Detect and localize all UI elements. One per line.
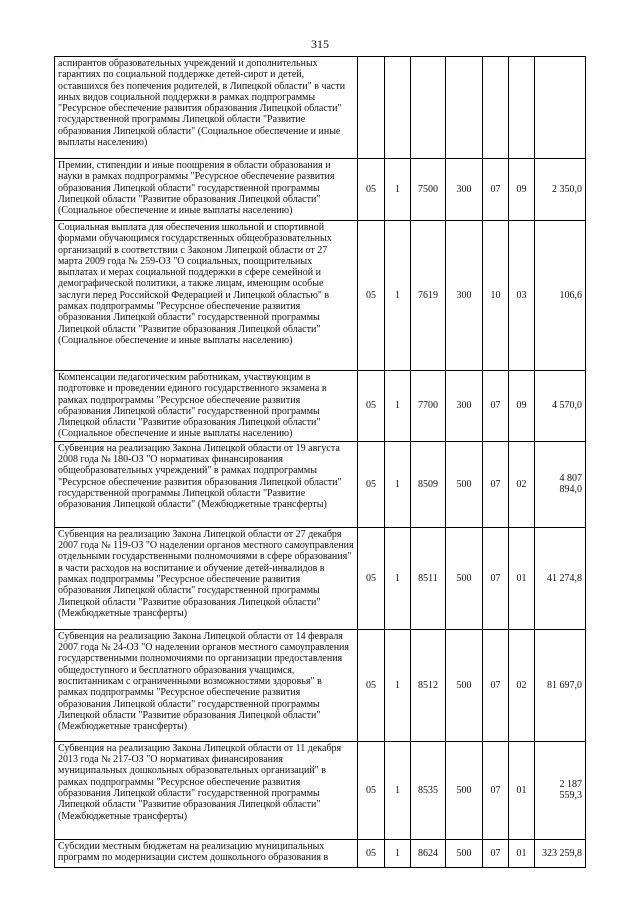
row-code-direction: 8624 [411, 839, 446, 867]
row-amount: 4 807 894,0 [535, 441, 586, 527]
row-code-expense-type: 500 [446, 527, 483, 629]
row-code-direction: 8512 [411, 629, 446, 741]
row-code-subsection: 09 [509, 371, 535, 442]
row-code-subsection: 03 [509, 221, 535, 371]
row-code-program: 1 [385, 371, 411, 442]
row-description: аспирантов образовательных учреждений и дополнительных гарантиях по социальной поддержке детей-сирот и детей, оставшихся без попечения родителей, в Липецкой области" в части иных видов социальной поддержки в рамках подпрограммы "Ресурсное обеспечение развития образования Липецкой области" государственной программы Липецкой области "Развитие образования Липецкой области" (Социальное обеспечение и иные выплаты населению) [55, 57, 358, 159]
row-code-direction: 7619 [411, 221, 446, 371]
row-amount: 2 350,0 [535, 159, 586, 221]
table-row [55, 371, 586, 442]
row-description: Субвенция на реализацию Закона Липецкой области от 11 декабря 2013 года № 217-ОЗ "О нормативах финансирования муниципальных дошкольных образовательных организаций" в рамках подпрограммы "Ресурсное обеспечение развития образования Липецкой области" государственной программы Липецкой области "Развитие образования Липецкой области" (Межбюджетные трансферты) [55, 741, 358, 839]
row-amount: 41 274,8 [535, 527, 586, 629]
row-code-ved: 05 [358, 629, 385, 741]
table-row [55, 741, 586, 839]
row-code-expense-type: 500 [446, 741, 483, 839]
budget-table [54, 56, 586, 868]
row-code-ved: 05 [358, 221, 385, 371]
row-code-section: 07 [483, 527, 509, 629]
row-code-direction: 7700 [411, 371, 446, 442]
row-code-expense-type: 300 [446, 159, 483, 221]
row-amount [535, 57, 586, 159]
row-code-ved: 05 [358, 159, 385, 221]
table-row [55, 629, 586, 741]
row-code-expense-type: 300 [446, 371, 483, 442]
row-description: Компенсации педагогическим работникам, участвующим в подготовке и проведении единого государственного экзамена в рамках подпрограммы "Ресурсное обеспечение развития образования Липецкой области" государственной программы Липецкой области "Развитие образования Липецкой области" (Социальное обеспечение и иные выплаты населению) [55, 371, 358, 442]
row-amount: 323 259,8 [535, 839, 586, 867]
row-code-ved: 05 [358, 741, 385, 839]
row-code-section: 10 [483, 221, 509, 371]
row-amount: 106,6 [535, 221, 586, 371]
row-code-program: 1 [385, 527, 411, 629]
row-code-section: 07 [483, 441, 509, 527]
row-code-program: 1 [385, 221, 411, 371]
row-code-program: 1 [385, 629, 411, 741]
row-code-program: 1 [385, 441, 411, 527]
row-code-direction: 8511 [411, 527, 446, 629]
table-row [55, 839, 586, 867]
table-row [55, 159, 586, 221]
row-code-program [385, 57, 411, 159]
row-code-subsection: 02 [509, 441, 535, 527]
row-code-section: 07 [483, 741, 509, 839]
row-code-ved: 05 [358, 527, 385, 629]
row-code-ved: 05 [358, 371, 385, 442]
row-code-program: 1 [385, 839, 411, 867]
row-description: Субвенция на реализацию Закона Липецкой области от 27 декабря 2007 года № 119-ОЗ "О наделении органов местного самоуправления отдельными государственными полномочиями в сфере образования" в части расходов на воспитание и обучение детей-инвалидов в рамках подпрограммы "Ресурсное обеспечение развития образования Липецкой области" государственной программы Липецкой области "Развитие образования Липецкой области" (Межбюджетные трансферты) [55, 527, 358, 629]
row-code-section [483, 57, 509, 159]
row-code-section: 07 [483, 629, 509, 741]
table-row [55, 221, 586, 371]
row-code-subsection: 01 [509, 741, 535, 839]
row-code-direction: 8509 [411, 441, 446, 527]
row-code-section: 07 [483, 371, 509, 442]
row-description: Субвенция на реализацию Закона Липецкой области от 14 февраля 2007 года № 24-ОЗ "О наделении органов местного самоуправления государственными полномочиями по организации предоставления общедоступного и бесплатного образования учащимся, воспитанникам с ограниченными возможностями здоровья" в рамках подпрограммы "Ресурсное обеспечение развития образования Липецкой области" государственной программы Липецкой области "Развитие образования Липецкой области" (Межбюджетные трансферты) [55, 629, 358, 741]
row-code-section: 07 [483, 839, 509, 867]
row-description: Субвенция на реализацию Закона Липецкой области от 19 августа 2008 года № 180-ОЗ "О нормативах финансирования общеобразовательных учреждений" в рамках подпрограммы "Ресурсное обеспечение развития образования Липецкой области" государственной программы Липецкой области "Развитие образования Липецкой области" (Межбюджетные трансферты) [55, 441, 358, 527]
page-number: 315 [311, 37, 329, 51]
row-code-ved: 05 [358, 441, 385, 527]
row-code-direction [411, 57, 446, 159]
row-description: Субсидии местным бюджетам на реализацию муниципальных программ по модернизации систем дошкольного образования в [55, 839, 358, 867]
row-code-ved [358, 57, 385, 159]
row-code-expense-type: 500 [446, 839, 483, 867]
row-code-ved: 05 [358, 839, 385, 867]
row-code-direction: 8535 [411, 741, 446, 839]
row-code-subsection: 01 [509, 527, 535, 629]
row-code-subsection: 01 [509, 839, 535, 867]
row-amount: 4 570,0 [535, 371, 586, 442]
row-code-expense-type: 500 [446, 629, 483, 741]
table-row [55, 441, 586, 527]
table-row [55, 527, 586, 629]
row-description: Социальная выплата для обеспечения школьной и спортивной формами обучающимся государственных общеобразовательных организаций в соответствии с Законом Липецкой области от 27 марта 2009 года № 259-ОЗ "О социальных, поощрительных выплатах и мерах социальной поддержки в сфере семейной и демографической политики, а также лицам, имеющим особые заслуги перед Российской Федерацией и Липецкой областью" в рамках подпрограммы "Ресурсное обеспечение развития образования Липецкой области" государственной программы Липецкой области "Развитие образования Липецкой области" (Социальное обеспечение и иные выплаты населению) [55, 221, 358, 371]
row-code-program: 1 [385, 741, 411, 839]
row-code-program: 1 [385, 159, 411, 221]
row-code-expense-type: 500 [446, 441, 483, 527]
row-amount: 2 187 559,3 [535, 741, 586, 839]
row-amount: 81 697,0 [535, 629, 586, 741]
row-code-subsection: 09 [509, 159, 535, 221]
row-code-subsection: 02 [509, 629, 535, 741]
row-code-expense-type [446, 57, 483, 159]
row-code-subsection [509, 57, 535, 159]
row-code-section: 07 [483, 159, 509, 221]
row-code-direction: 7500 [411, 159, 446, 221]
table-row [55, 57, 586, 159]
row-code-expense-type: 300 [446, 221, 483, 371]
row-description: Премии, стипендии и иные поощрения в области образования и науки в рамках подпрограммы "Ресурсное обеспечение развития образования Липецкой области" государственной программы Липецкой области "Развитие образования Липецкой области" (Социальное обеспечение и иные выплаты населению) [55, 159, 358, 221]
